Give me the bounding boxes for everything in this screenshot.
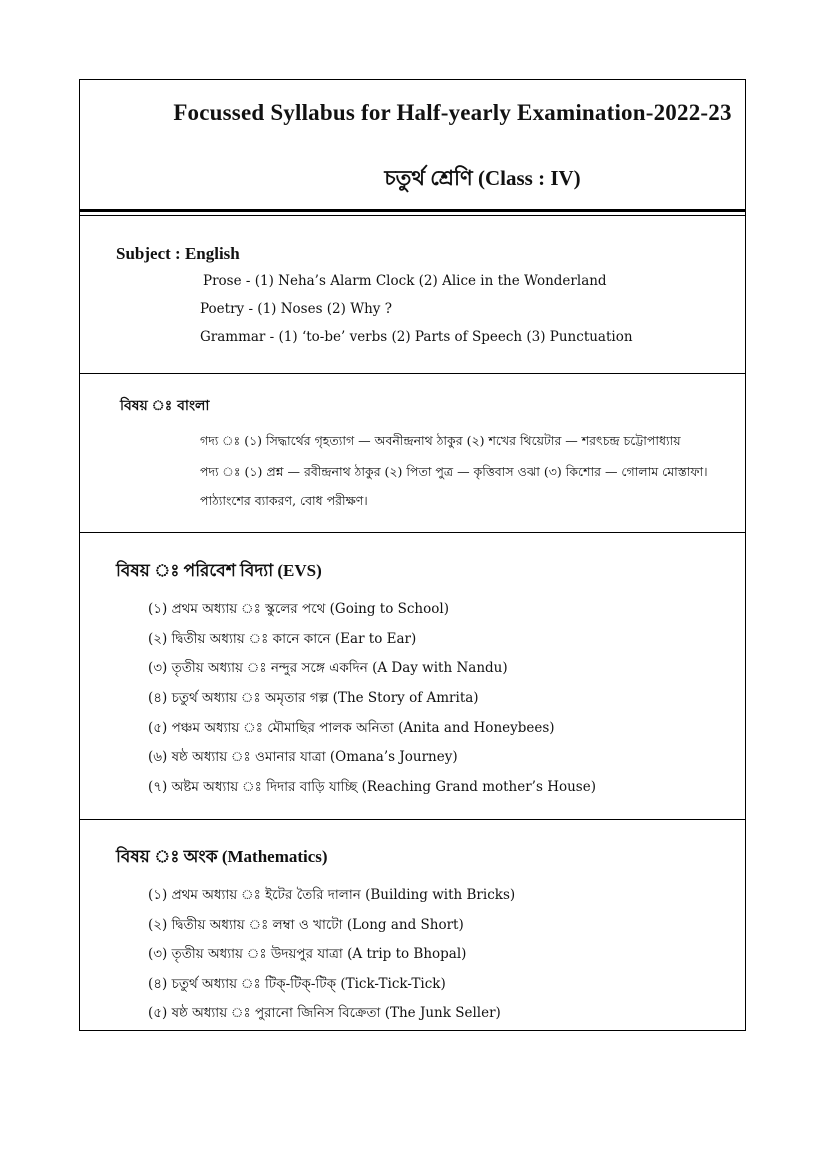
section-divider: [80, 373, 745, 374]
english-grammar-line: Grammar - (1) ‘to-be’ verbs (2) Parts of Speech (3) Punctuation: [200, 329, 633, 345]
evs-chapter-6: (৬) ষষ্ঠ অধ্যায় ঃ ওমানার যাত্রা (Omana’s Journey): [148, 749, 458, 765]
evs-chapter-7: (৭) অষ্টম অধ্যায় ঃ দিদার বাড়ি যাচ্ছি (Reaching Grand mother’s House): [148, 779, 596, 795]
english-prose-line: Prose - (1) Neha’s Alarm Clock (2) Alice in the Wonderland: [203, 273, 607, 289]
evs-chapter-5: (৫) পঞ্চম অধ্যায় ঃ মৌমাছির পালক অনিতা (Anita and Honeybees): [148, 720, 555, 736]
bengali-prose-line: গদ্য ঃ (১) সিদ্ধার্থের গৃহত্যাগ — অবনীন্দ্রনাথ ঠাকুর (২) শখের থিয়েটার — শরৎচন্দ্র চট্টোপাধ্যায়: [200, 433, 681, 448]
bengali-section-title: বিষয় ঃ বাংলা: [120, 398, 210, 414]
math-chapter-1: (১) প্রথম অধ্যায় ঃ ইটের তৈরি দালান (Building with Bricks): [148, 887, 516, 903]
header-divider-thick: [80, 209, 745, 212]
header-divider-thin: [80, 215, 745, 216]
english-poetry-line: Poetry - (1) Noses (2) Why ?: [200, 301, 392, 317]
syllabus-table: [79, 79, 746, 1031]
math-chapter-3: (৩) তৃতীয় অধ্যায় ঃ উদয়পুর যাত্রা (A trip to Bhopal): [148, 946, 467, 962]
math-chapter-2: (২) দ্বিতীয় অধ্যায় ঃ লম্বা ও খাটো (Long and Short): [148, 917, 464, 933]
bengali-grammar-line: পাঠ্যাংশের ব্যাকরণ, বোধ পরীক্ষণ।: [200, 493, 368, 508]
evs-chapter-2: (২) দ্বিতীয় অধ্যায় ঃ কানে কানে (Ear to Ear): [148, 631, 417, 647]
english-section-title: Subject : English: [116, 244, 240, 263]
class-label: চতুর্থ শ্রেণি (Class : IV): [384, 166, 581, 190]
section-divider: [80, 819, 745, 820]
bengali-poetry-line: পদ্য ঃ (১) প্রশ্ন — রবীন্দ্রনাথ ঠাকুর (২) পিতা পুত্র — কৃত্তিবাস ওঝা (৩) কিশোর — গোলাম মোস্তাফা।: [200, 464, 708, 479]
evs-chapter-1: (১) প্রথম অধ্যায় ঃ স্কুলের পথে (Going to School): [148, 601, 449, 617]
page-title: Focussed Syllabus for Half-yearly Examination-2022-23: [173, 100, 732, 125]
evs-chapter-4: (৪) চতুর্থ অধ্যায় ঃ অমৃতার গল্প (The Story of Amrita): [148, 690, 479, 706]
header: [80, 80, 745, 212]
evs-section-title: বিষয় ঃ পরিবেশ বিদ্যা (EVS): [116, 561, 322, 580]
math-chapter-4: (৪) চতুর্থ অধ্যায় ঃ টিক্‌-টিক্‌-টিক্‌ (Tick-Tick-Tick): [148, 976, 446, 992]
section-divider: [80, 532, 745, 533]
evs-chapter-3: (৩) তৃতীয় অধ্যায় ঃ নন্দুর সঙ্গে একদিন (A Day with Nandu): [148, 660, 508, 676]
math-section-title: বিষয় ঃ অংক (Mathematics): [116, 847, 328, 866]
math-chapter-5: (৫) ষষ্ঠ অধ্যায় ঃ পুরানো জিনিস বিক্রেতা (The Junk Seller): [148, 1005, 501, 1021]
